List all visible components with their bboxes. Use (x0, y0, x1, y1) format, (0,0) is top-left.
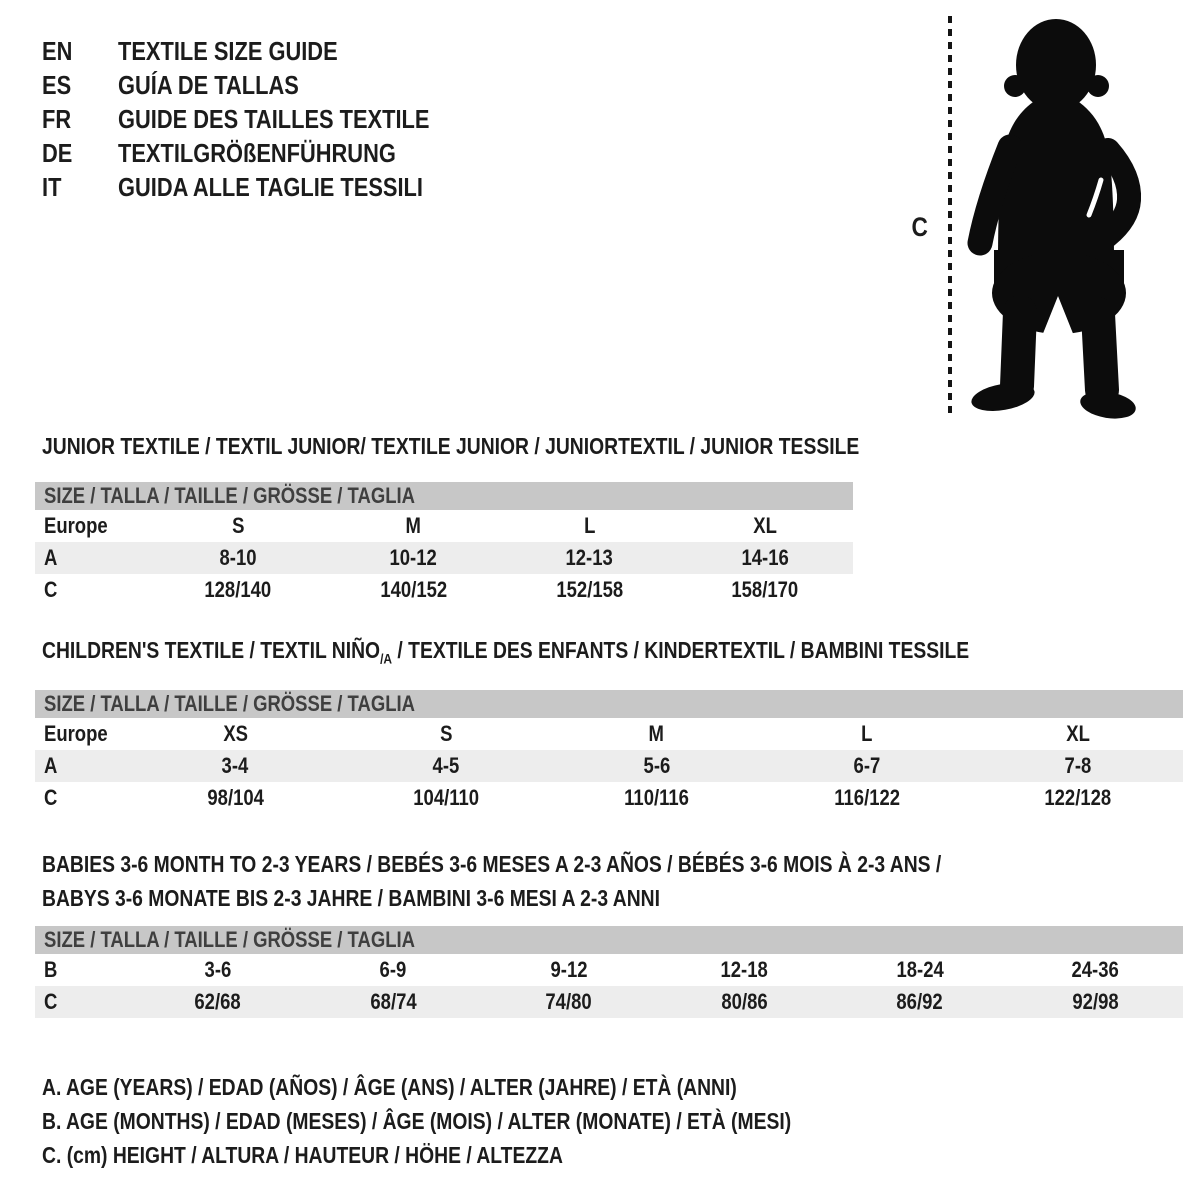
language-title-list (42, 34, 489, 204)
table-cell: 128/140 (204, 577, 272, 602)
table-header-text: SIZE / TALLA / TAILLE / GRÖSSE / TAGLIA (44, 483, 415, 508)
language-row (42, 136, 489, 170)
table-cell: XL (1065, 721, 1090, 746)
table-cell: 80/86 (721, 989, 768, 1014)
table-row (35, 954, 1183, 986)
language-code: EN (42, 35, 73, 66)
table-row (35, 542, 853, 574)
row-label: B (44, 957, 58, 982)
language-code: DE (42, 137, 73, 168)
row-label: Europe (44, 721, 108, 746)
table-header-text: SIZE / TALLA / TAILLE / GRÖSSE / TAGLIA (44, 691, 415, 716)
table-cell: 98/104 (207, 785, 264, 810)
children-size-table (35, 690, 1183, 814)
table-cell: 68/74 (370, 989, 417, 1014)
row-label: Europe (44, 513, 108, 538)
table-row (35, 986, 1183, 1018)
table-row (35, 574, 853, 606)
table-cell: L (583, 513, 596, 538)
language-row (42, 34, 489, 68)
row-label: A (44, 545, 58, 570)
table-cell: 104/110 (412, 785, 479, 810)
table-cell: 9-12 (550, 957, 588, 982)
legend-line-c: C. (cm) HEIGHT / ALTURA / HAUTEUR / HÖHE / ALTEZZA (42, 1141, 563, 1168)
row-label: C (44, 577, 58, 602)
table-row (35, 782, 1183, 814)
height-measure-label: C (911, 212, 928, 242)
junior-section-title-text: JUNIOR TEXTILE / TEXTIL JUNIOR/ TEXTILE JUNIOR / JUNIORTEXTIL / JUNIOR TESSILE (42, 433, 860, 459)
babies-section-title (42, 847, 1113, 915)
babies-size-table (35, 926, 1183, 1018)
junior-section-title (42, 434, 1015, 458)
table-cell: 7-8 (1064, 753, 1092, 778)
table-cell: 10-12 (389, 545, 438, 570)
table-row (35, 750, 1183, 782)
table-cell: 3-4 (221, 753, 249, 778)
row-label: C (44, 989, 58, 1014)
table-cell: 74/80 (545, 989, 592, 1014)
language-title: GUÍA DE TALLAS (118, 69, 299, 100)
table-cell: 140/152 (380, 577, 448, 602)
row-label: C (44, 785, 58, 810)
table-cell: L (861, 721, 873, 746)
babies-section-title-line2: BABYS 3-6 MONATE BIS 2-3 JAHRE / BAMBINI 3-6 MESI A 2-3 ANNI (42, 885, 660, 911)
language-row (42, 68, 489, 102)
height-measure-line (948, 16, 952, 418)
legend-line-a: A. AGE (YEARS) / EDAD (AÑOS) / ÂGE (ANS) / ALTER (JAHRE) / ETÀ (ANNI) (42, 1073, 737, 1100)
legend-line-b: B. AGE (MONTHS) / EDAD (MESES) / ÂGE (MOIS) / ALTER (MONATE) / ETÀ (MESI) (42, 1107, 792, 1134)
table-cell: 92/98 (1072, 989, 1119, 1014)
table-cell: 62/68 (194, 989, 241, 1014)
table-cell: 6-9 (379, 957, 407, 982)
children-section-title (42, 638, 1146, 672)
table-cell: 5-6 (643, 753, 670, 778)
table-cell: S (439, 721, 453, 746)
table-cell: 12-18 (720, 957, 768, 982)
table-header (35, 690, 1183, 718)
babies-section-title-line1: BABIES 3-6 MONTH TO 2-3 YEARS / BEBÉS 3-6 MESES A 2-3 AÑOS / BÉBÉS 3-6 MOIS À 2-3 ANS / (42, 851, 942, 877)
table-cell: 24-36 (1071, 957, 1119, 982)
table-cell: 110/116 (624, 785, 689, 810)
table-header (35, 482, 853, 510)
table-cell: 158/170 (731, 577, 799, 602)
table-cell: 152/158 (555, 577, 623, 602)
table-row (35, 718, 1183, 750)
table-cell: 6-7 (853, 753, 881, 778)
table-cell: 14-16 (741, 545, 789, 570)
table-cell: XL (753, 513, 777, 538)
junior-size-table (35, 482, 853, 606)
baby-silhouette-icon (958, 12, 1150, 424)
table-row (35, 510, 853, 542)
title-subscript: /A (380, 651, 393, 668)
measure-legend (42, 1070, 934, 1172)
table-cell: 8-10 (219, 545, 257, 570)
language-title: GUIDA ALLE TAGLIE TESSILI (118, 171, 423, 202)
table-header (35, 926, 1183, 954)
table-cell: 116/122 (834, 785, 900, 810)
table-cell: 4-5 (432, 753, 460, 778)
language-title: GUIDE DES TAILLES TEXTILE (118, 103, 430, 134)
table-cell: 86/92 (896, 989, 943, 1014)
table-cell: 12-13 (565, 545, 614, 570)
language-code: ES (42, 69, 72, 100)
table-cell: S (231, 513, 245, 538)
language-code: IT (42, 171, 62, 202)
table-cell: M (648, 721, 665, 746)
table-cell: 122/128 (1044, 785, 1112, 810)
children-section-title-text: CHILDREN'S TEXTILE / TEXTIL $NIÑO_{/A}$ / TEXTILE DES ENFANTS / KINDERTEXTIL / BAMBINI TESSILE (42, 637, 970, 668)
table-header-text: SIZE / TALLA / TAILLE / GRÖSSE / TAGLIA (44, 927, 415, 952)
table-cell: 3-6 (204, 957, 232, 982)
table-cell: 18-24 (896, 957, 944, 982)
language-code: FR (42, 103, 72, 134)
table-cell: XS (222, 721, 248, 746)
language-title: TEXTILGRÖßENFÜHRUNG (118, 137, 396, 168)
language-row (42, 102, 489, 136)
row-label: A (44, 753, 58, 778)
language-row (42, 170, 489, 204)
language-title: TEXTILE SIZE GUIDE (118, 35, 338, 66)
table-cell: M (405, 513, 422, 538)
